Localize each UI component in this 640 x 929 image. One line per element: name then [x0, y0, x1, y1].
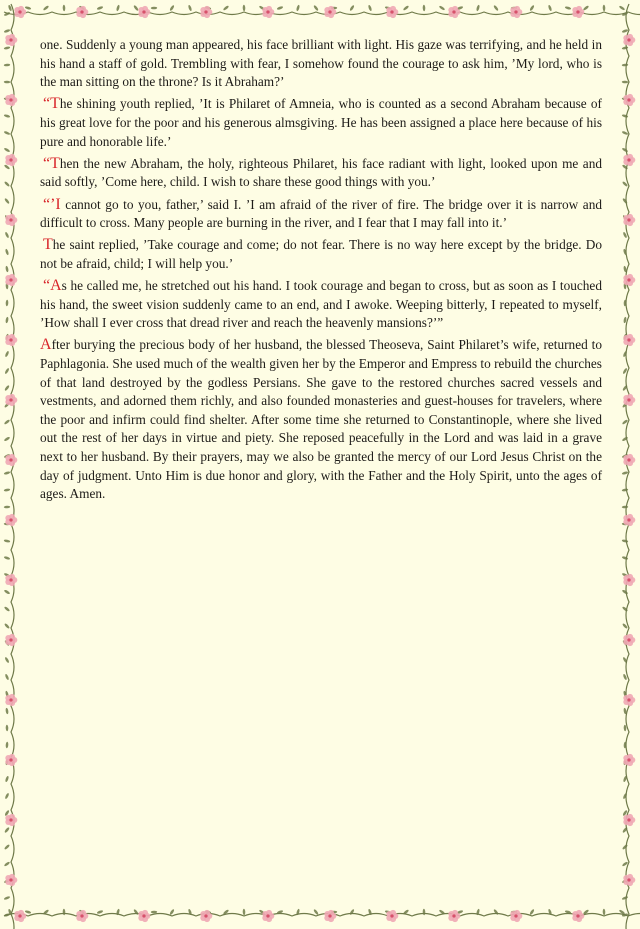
paragraph-6-initial: “A	[43, 277, 62, 295]
paragraph-4	[40, 196, 602, 233]
paragraph-5-text: he saint replied, ’Take courage and come; do not fear. There is no way here except by the bridge. Do not be afraid, child; I will help you.’	[40, 237, 602, 271]
paragraph-2-initial: “T	[43, 95, 60, 113]
paragraph-7-initial: A	[40, 336, 52, 354]
paragraph-3-text: hen the new Abraham, the holy, righteous Philaret, his face radiant with light, looked upon me and said softly, ’Come here, child. I wish to share these good things with you.’	[40, 155, 602, 190]
paragraph-3-initial: “T	[43, 154, 60, 172]
paragraph-4-initial: “’I	[43, 195, 61, 213]
paragraph-7-text: fter burying the precious body of her husband, the blessed Theoseva, Saint Philaret’s wife, returned to Paphlagonia. She used much of the wealth given her by the Emperor and Empress to rebuild the churches of that land destroyed by the godless Persians. She gave to the restored churches sacred vessels and vestments, and adorned them richly, and also founded monasteries and guest-houses for travelers, where the poor and infirm could find shelter. After some time she returned to Constantinople, where she lived out the rest of her days in virtue and piety. She reposed peacefully in the Lord and was laid in a grave next to her husband. By their prayers, may we also be granted the mercy of our Lord Jesus Christ on the day of judgment. Unto Him is due honor and glory, with the Father and the Holy Spirit, unto the ages of ages. Amen.	[40, 337, 602, 502]
paragraph-2-text: he shining youth replied, ’It is Philaret of Amneia, who is counted as a second Abraham because of his great love for the poor and his generous almsgiving. He has been assigned a place here because of his pure and honorable life.’	[40, 96, 602, 149]
paragraph-6-text: s he called me, he stretched out his hand. I took courage and began to cross, but as soon as I touched his hand, the sweet vision suddenly came to an end, and I awoke. Weeping bitterly, I repeated to myself, ’How shall I ever cross that dread river and reach the heavenly mansions?’”	[40, 278, 602, 331]
paragraph-2	[40, 95, 602, 151]
paragraph-7	[40, 336, 602, 503]
paragraph-5	[40, 236, 602, 273]
paragraph-1	[40, 36, 602, 92]
paragraph-6	[40, 277, 602, 333]
paragraph-1-text: one. Suddenly a young man appeared, his face brilliant with light. His gaze was terrifying, and he held in his hand a staff of gold. Trembling with fear, I somehow found the courage to ask him, ’My lord, who is the man sitting on the throne? Is it Abraham?’	[40, 37, 602, 90]
paragraph-3	[40, 155, 602, 192]
paragraph-5-initial: T	[43, 236, 53, 254]
paragraph-4-text: cannot go to you, father,’ said I. ’I am afraid of the river of fire. The bridge over it is narrow and difficult to cross. Many people are burning in the river, and I fear that I may fall into it.’	[40, 196, 602, 231]
body-text	[40, 36, 602, 507]
